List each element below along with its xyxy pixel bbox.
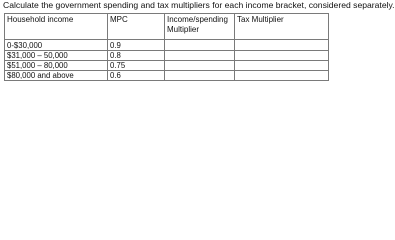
- income-cell: $51,000 – 80,000: [5, 61, 108, 71]
- mpc-cell: 0.8: [108, 51, 165, 61]
- income-cell: $31,000 – 50,000: [5, 51, 108, 61]
- header-mpc: MPC: [108, 14, 165, 40]
- header-tax-multiplier: Tax Multiplier: [235, 14, 329, 40]
- tax-multiplier-cell[interactable]: [235, 51, 329, 61]
- tax-multiplier-cell[interactable]: [235, 40, 329, 51]
- table-row: [5, 61, 329, 71]
- spending-multiplier-cell[interactable]: [165, 61, 235, 71]
- header-household-income: Household income: [5, 14, 108, 40]
- tax-multiplier-cell[interactable]: [235, 61, 329, 71]
- table-row: [5, 40, 329, 51]
- instruction-text: Calculate the government spending and tax multipliers for each income bracket, considered separately.: [3, 0, 395, 10]
- header-spending-multiplier-label: Income/spending Multiplier: [167, 15, 228, 34]
- mpc-cell: 0.9: [108, 40, 165, 51]
- spending-multiplier-cell[interactable]: [165, 40, 235, 51]
- spending-multiplier-cell[interactable]: [165, 51, 235, 61]
- table-row: [5, 51, 329, 61]
- income-cell: 0-$30,000: [5, 40, 108, 51]
- table-header-row: [5, 14, 329, 40]
- table-row: [5, 71, 329, 81]
- mpc-cell: 0.75: [108, 61, 165, 71]
- tax-multiplier-cell[interactable]: [235, 71, 329, 81]
- income-cell: $80,000 and above: [5, 71, 108, 81]
- spending-multiplier-cell[interactable]: [165, 71, 235, 81]
- mpc-cell: 0.6: [108, 71, 165, 81]
- multiplier-table: [4, 13, 329, 81]
- worksheet: [0, 0, 395, 83]
- header-spending-multiplier: [165, 14, 235, 40]
